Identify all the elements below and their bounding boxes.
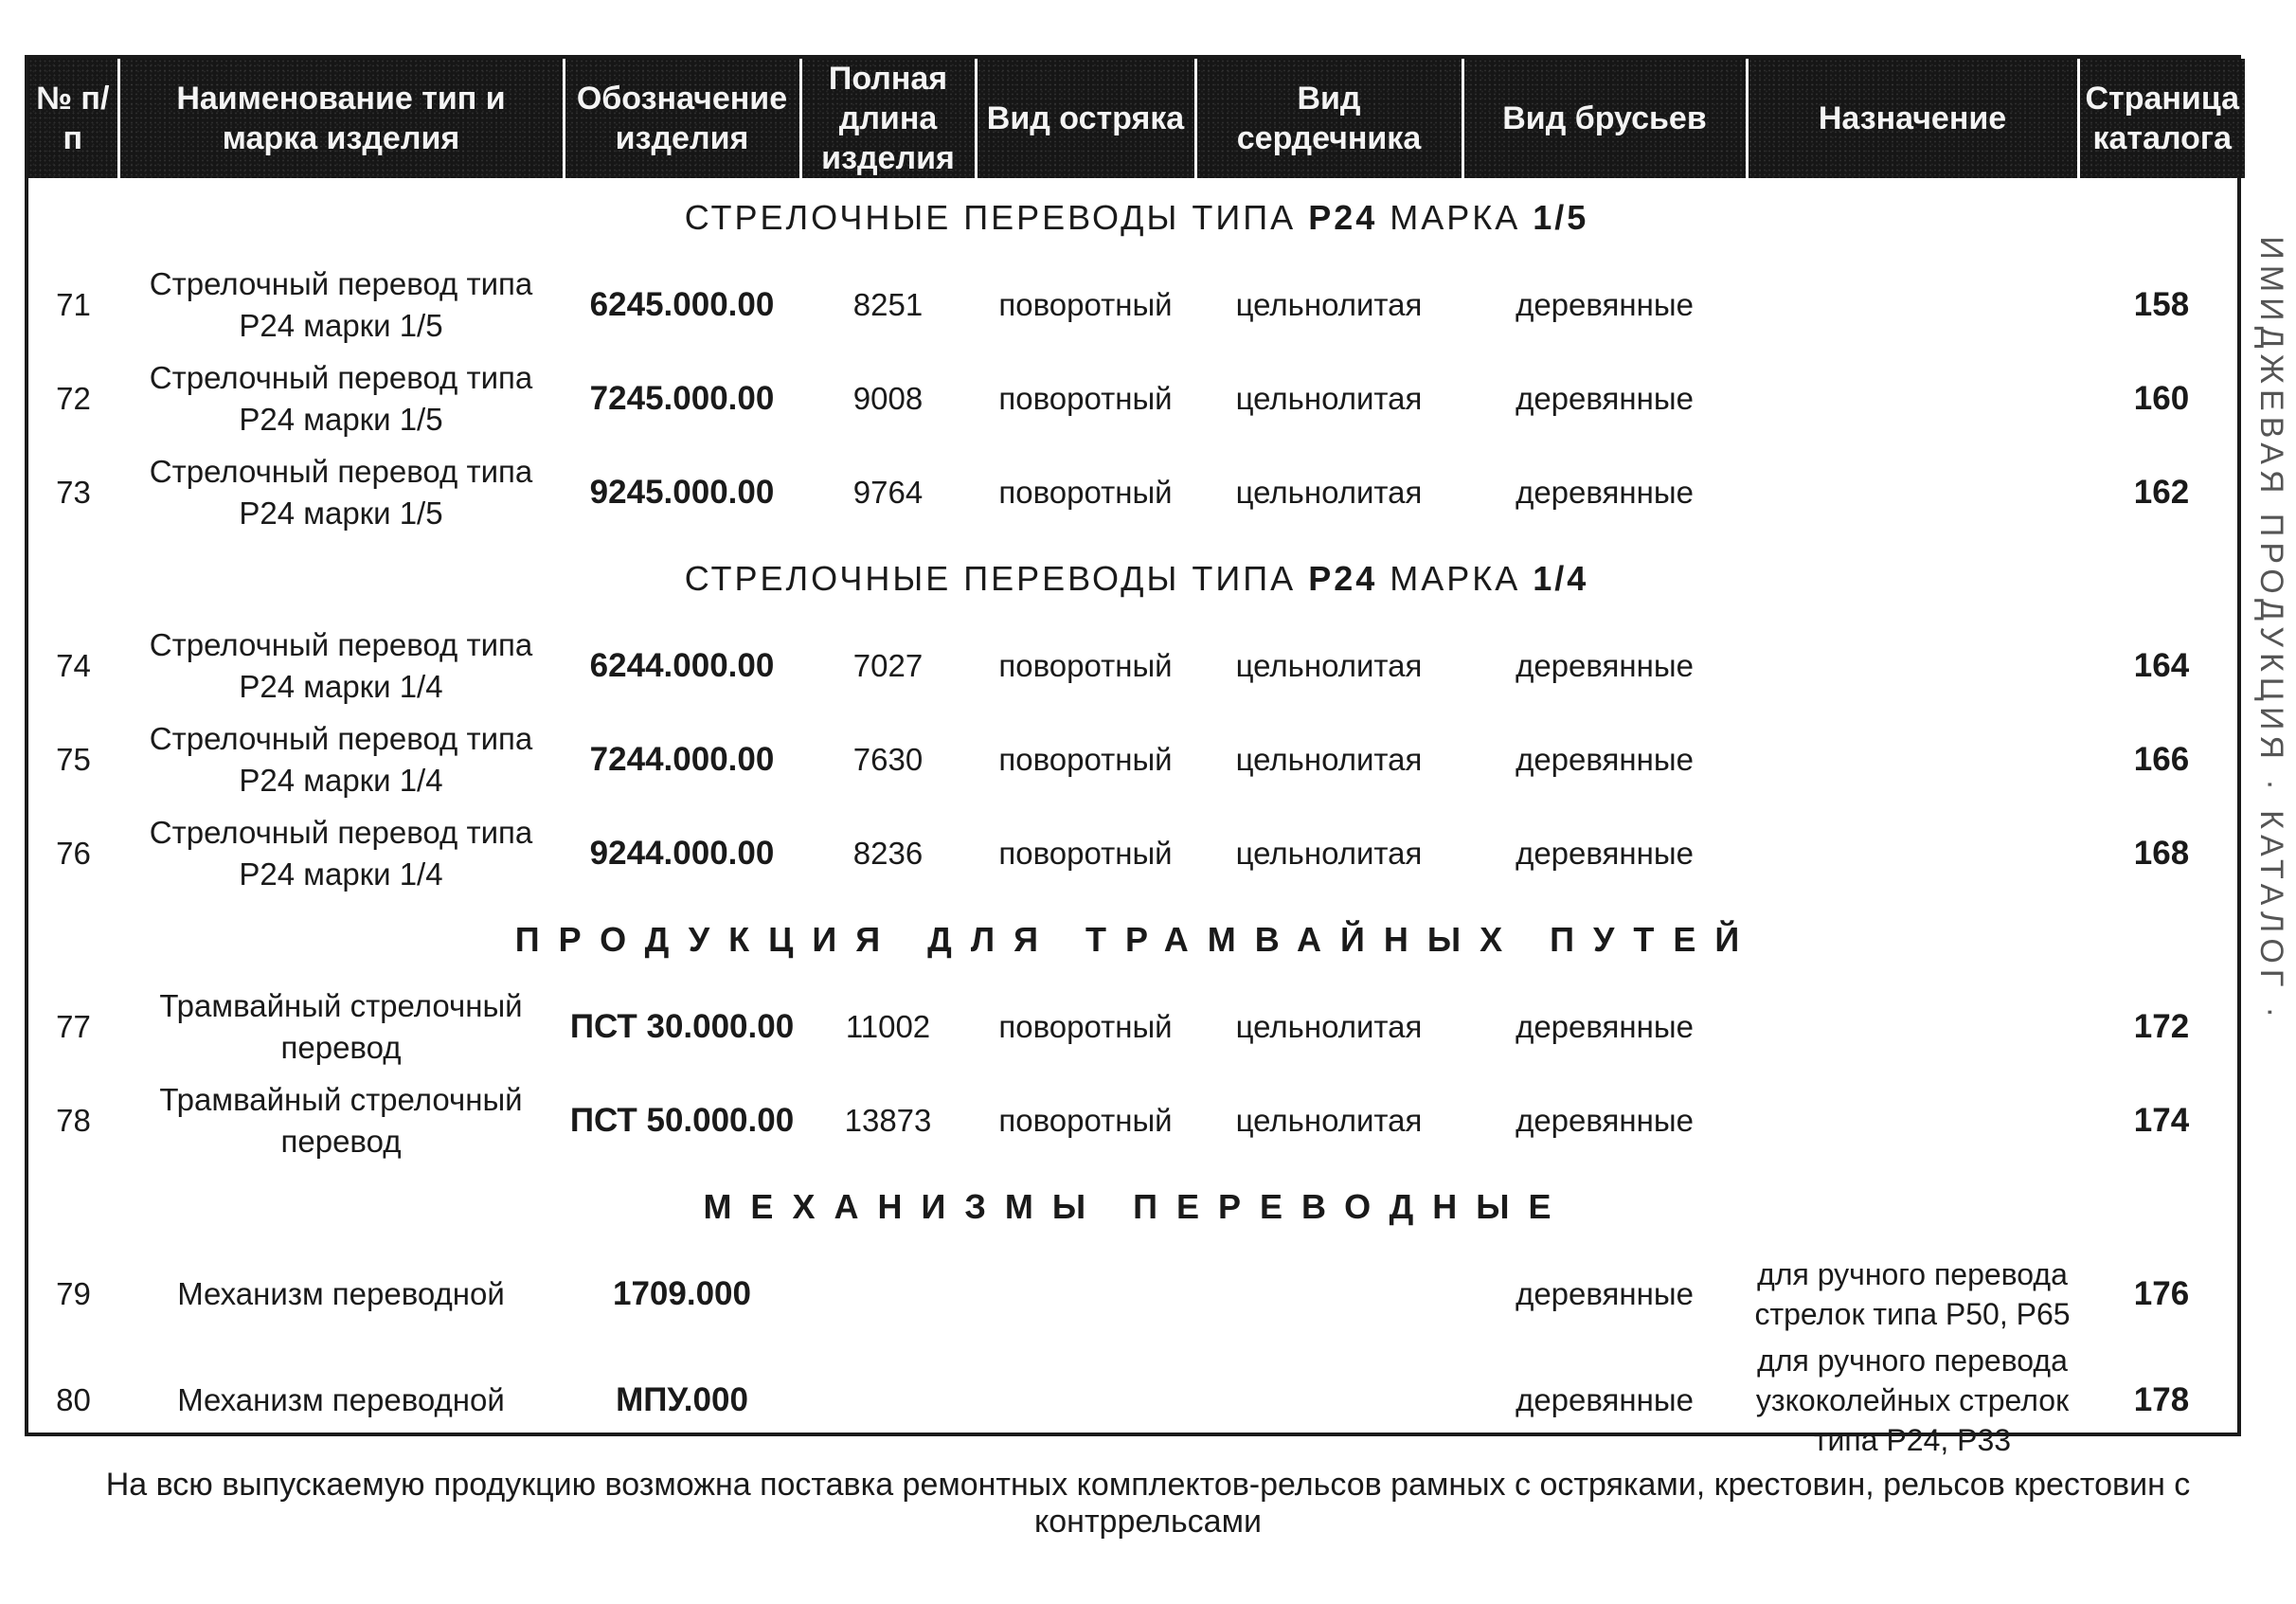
table-row xyxy=(28,712,2245,806)
row-length: 9008 xyxy=(852,380,924,416)
products-table xyxy=(25,55,2241,1457)
header-core: Вид сердечника xyxy=(1195,59,1462,178)
header-num: № п/п xyxy=(28,59,118,178)
row-name: Стрелочный перевод типа Р24 марки 1/4 xyxy=(149,626,533,704)
section-heading xyxy=(28,178,2245,258)
row-page: 162 xyxy=(2133,473,2190,511)
row-page: 160 xyxy=(2133,379,2190,417)
row-purpose xyxy=(1747,445,2078,539)
row-num: 78 xyxy=(56,1102,91,1138)
side-margin-label: ИМИДЖЕВАЯ ПРОДУКЦИЯ · КАТАЛОГ · xyxy=(2253,236,2289,1023)
row-blade xyxy=(976,1341,1195,1460)
table-row xyxy=(28,619,2245,712)
row-name: Стрелочный перевод типа Р24 марки 1/5 xyxy=(149,265,533,343)
table-row xyxy=(28,445,2245,539)
row-num: 79 xyxy=(56,1275,91,1311)
row-blade: поворотный xyxy=(998,380,1173,416)
row-code: 6244.000.00 xyxy=(589,646,775,684)
row-purpose: для ручного перевода стрелок типа Р50, Р65 xyxy=(1754,1256,2071,1331)
row-core: цельнолитая xyxy=(1235,1008,1423,1044)
footnote: На всю выпускаемую продукцию возможна поставка ремонтных комплектов-рельсов рамных с остряками, крестовин, рельсов крестовин с контррельсами xyxy=(105,1467,2191,1540)
header-blade: Вид остряка xyxy=(976,59,1195,178)
row-code: ПСТ 50.000.00 xyxy=(569,1101,795,1139)
row-core: цельнолитая xyxy=(1235,741,1423,777)
row-core: цельнолитая xyxy=(1235,835,1423,871)
row-num: 73 xyxy=(56,474,91,510)
row-purpose xyxy=(1747,351,2078,445)
row-length: 7630 xyxy=(852,741,924,777)
section-title: СТРЕЛОЧНЫЕ ПЕРЕВОДЫ ТИПА Р24 МАРКА 1/5 xyxy=(684,198,1589,237)
row-length xyxy=(800,1341,976,1460)
row-ties: деревянные xyxy=(1516,286,1694,322)
row-code: 1709.000 xyxy=(613,1274,751,1312)
row-name: Стрелочный перевод типа Р24 марки 1/4 xyxy=(149,814,533,892)
row-page: 168 xyxy=(2133,834,2190,872)
row-page: 178 xyxy=(2133,1381,2190,1418)
row-ties: деревянные xyxy=(1516,1008,1694,1044)
side-margin-text xyxy=(2243,57,2296,1023)
row-core: цельнолитая xyxy=(1235,1102,1423,1138)
table-row xyxy=(28,806,2245,900)
row-core: цельнолитая xyxy=(1235,474,1423,510)
row-page: 176 xyxy=(2133,1274,2190,1312)
row-core xyxy=(1195,1247,1462,1341)
row-ties: деревянные xyxy=(1516,741,1694,777)
row-length: 8236 xyxy=(852,835,924,871)
row-num: 72 xyxy=(56,380,91,416)
row-num: 77 xyxy=(56,1008,91,1044)
row-length xyxy=(800,1247,976,1341)
row-core: цельнолитая xyxy=(1235,286,1423,322)
table-body xyxy=(28,178,2245,1460)
row-ties: деревянные xyxy=(1516,1275,1694,1311)
row-length: 8251 xyxy=(852,286,924,322)
row-num: 74 xyxy=(56,647,91,683)
row-name: Стрелочный перевод типа Р24 марки 1/5 xyxy=(149,359,533,437)
row-code: 7245.000.00 xyxy=(589,379,775,417)
table-row xyxy=(28,1341,2245,1460)
row-num: 76 xyxy=(56,835,91,871)
row-code: МПУ.000 xyxy=(616,1381,748,1418)
row-blade: поворотный xyxy=(998,474,1173,510)
row-blade xyxy=(976,1247,1195,1341)
section-heading xyxy=(28,539,2245,619)
header-name: Наименование тип и марка изделия xyxy=(118,59,564,178)
header-length: Полная длина изделия xyxy=(800,59,976,178)
section-heading xyxy=(28,900,2245,980)
row-blade: поворотный xyxy=(998,647,1173,683)
row-page: 166 xyxy=(2133,740,2190,778)
row-purpose xyxy=(1747,980,2078,1073)
row-name: Механизм переводной xyxy=(177,1382,505,1417)
row-name: Стрелочный перевод типа Р24 марки 1/4 xyxy=(149,720,533,798)
row-purpose xyxy=(1747,806,2078,900)
row-page: 174 xyxy=(2133,1101,2190,1139)
row-blade: поворотный xyxy=(998,835,1173,871)
row-code: 7244.000.00 xyxy=(589,740,775,778)
row-num: 75 xyxy=(56,741,91,777)
row-purpose xyxy=(1747,1073,2078,1167)
row-name: Трамвайный стрелочный перевод xyxy=(159,987,523,1065)
row-length: 11002 xyxy=(845,1008,931,1044)
table-row xyxy=(28,258,2245,351)
row-page: 164 xyxy=(2133,646,2190,684)
row-length: 7027 xyxy=(852,647,924,683)
row-core xyxy=(1195,1341,1462,1460)
row-length: 13873 xyxy=(844,1102,932,1138)
table-row xyxy=(28,1073,2245,1167)
table-header xyxy=(28,59,2245,178)
row-length: 9764 xyxy=(852,474,924,510)
row-core: цельнолитая xyxy=(1235,380,1423,416)
section-title: СТРЕЛОЧНЫЕ ПЕРЕВОДЫ ТИПА Р24 МАРКА 1/4 xyxy=(684,559,1589,598)
row-ties: деревянные xyxy=(1516,1102,1694,1138)
table-row xyxy=(28,351,2245,445)
row-blade: поворотный xyxy=(998,741,1173,777)
row-code: ПСТ 30.000.00 xyxy=(569,1007,795,1045)
row-ties: деревянные xyxy=(1516,1382,1694,1417)
products-grid xyxy=(28,59,2245,1460)
row-code: 9245.000.00 xyxy=(589,473,775,511)
section-title: ПРОДУКЦИЯ ДЛЯ ТРАМВАЙНЫХ ПУТЕЙ xyxy=(514,920,1759,959)
row-num: 80 xyxy=(56,1382,91,1417)
row-purpose xyxy=(1747,258,2078,351)
row-ties: деревянные xyxy=(1516,474,1694,510)
header-page: Страница каталога xyxy=(2078,59,2245,178)
row-ties: деревянные xyxy=(1516,647,1694,683)
row-page: 172 xyxy=(2133,1007,2190,1045)
row-ties: деревянные xyxy=(1516,380,1694,416)
row-blade: поворотный xyxy=(998,1008,1173,1044)
row-code: 6245.000.00 xyxy=(589,285,775,323)
row-purpose xyxy=(1747,712,2078,806)
row-purpose xyxy=(1747,619,2078,712)
row-code: 9244.000.00 xyxy=(589,834,775,872)
row-name: Механизм переводной xyxy=(177,1275,505,1311)
row-ties: деревянные xyxy=(1516,835,1694,871)
row-num: 71 xyxy=(56,286,91,322)
row-name: Трамвайный стрелочный перевод xyxy=(159,1081,523,1159)
table-row xyxy=(28,980,2245,1073)
row-core: цельнолитая xyxy=(1235,647,1423,683)
row-blade: поворотный xyxy=(998,286,1173,322)
section-title: МЕХАНИЗМЫ ПЕРЕВОДНЫЕ xyxy=(703,1187,1570,1226)
table-row xyxy=(28,1247,2245,1341)
row-name: Стрелочный перевод типа Р24 марки 1/5 xyxy=(149,453,533,531)
header-code: Обозначение изделия xyxy=(564,59,800,178)
header-purpose: Назначение xyxy=(1747,59,2078,178)
header-ties: Вид брусьев xyxy=(1462,59,1747,178)
section-heading xyxy=(28,1167,2245,1247)
row-page: 158 xyxy=(2133,285,2190,323)
row-blade: поворотный xyxy=(998,1102,1173,1138)
row-purpose: для ручного перевода узкоколейных стрелок типа Р24, Р33 xyxy=(1755,1343,2070,1457)
